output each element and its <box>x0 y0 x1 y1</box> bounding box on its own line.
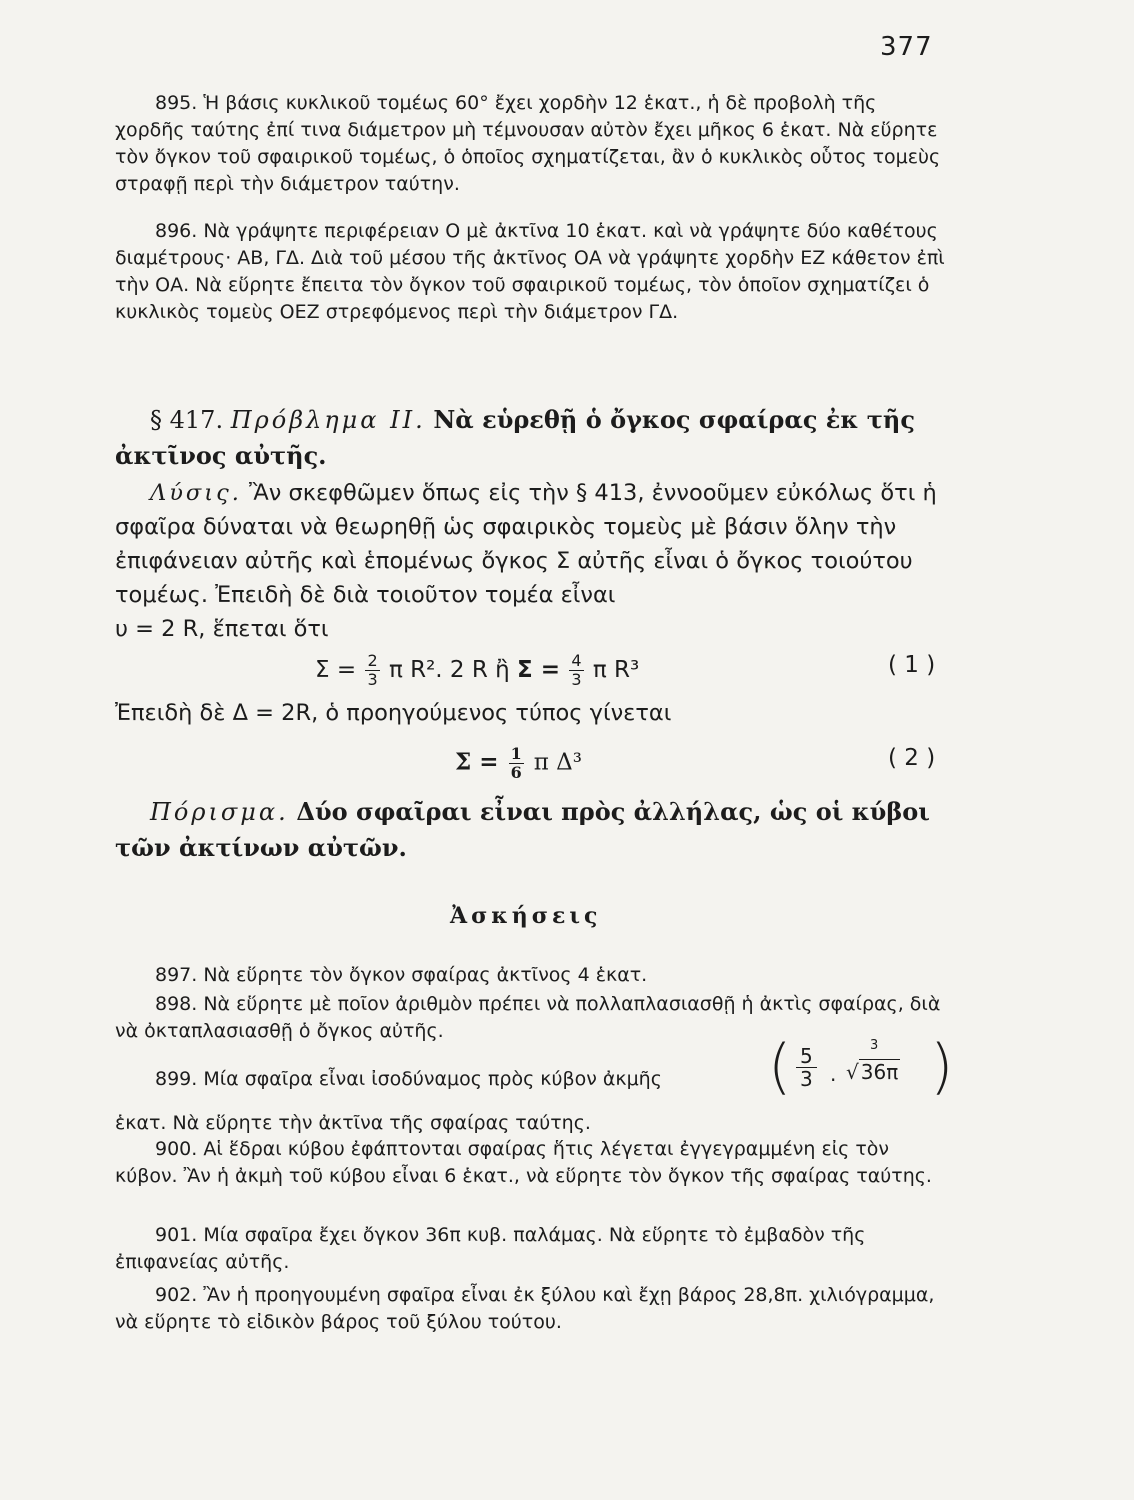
solution-middle-line: Ἐπειδὴ δὲ Δ = 2R, ὁ προηγούμενος τύπος γίνεται <box>115 700 672 726</box>
exercise-898: 898. Νὰ εὕρητε μὲ ποῖον ἀριθμὸν πρέπει νὰ πολλαπλασιασθῇ ἡ ἀκτὶς σφαίρας, διὰ νὰ ὀκταπλασιασθῇ ὁ ὄγκος αὐτῆς. <box>115 993 941 1042</box>
root-index: 3 <box>870 1038 879 1053</box>
left-parenthesis: ( <box>768 1032 792 1102</box>
exercise-900: 900. Αἱ ἕδραι κύβου ἐφάπτονται σφαίρας ἥτις λέγεται ἐγγεγραμμένη εἰς τὸν κύβον. Ἂν ἡ ἀκμὴ τοῦ κύβου εἶναι 6 ἑκατ., νὰ εὕρητε τὸν ὄγκον τῆς σφαίρας ταύτης. <box>115 1138 932 1187</box>
eq1-fraction-1: $\frac{2}{3}$ <box>367 651 378 689</box>
solution-text: Ἂν σκεφθῶμεν ὅπως εἰς τὴν § 413, ἐννοοῦμεν εὐκόλως ὅτι ἡ σφαῖρα δύναται νὰ θεωρηθῇ ὡς σφαιρικὸς τομεὺς μὲ βάσιν ὅλην τὴν ἐπιφάνειαν αὐτῆς καὶ ἑπομένως ὄγκος Σ αὐτῆς εἶναι ὁ ὄγκος τοιούτου τομέως. Ἐπειδὴ δὲ διὰ τοιοῦτον τομέα εἶναι <box>115 480 937 608</box>
exercise-899-tail: ἑκατ. Νὰ εὕρητε τὴν ἀκτῖνα τῆς σφαίρας ταύτης. <box>115 1112 591 1134</box>
exercise-901: 901. Μία σφαῖρα ἔχει ὄγκον 36π κυβ. παλάμας. Νὰ εὕρητε τὸ ἐμβαδὸν τῆς ἐπιφανείας αὐτῆς. <box>115 1224 866 1273</box>
eq1-fraction-2: $\frac{4}{3}$ <box>571 651 582 689</box>
problem-label: Πρόβλημα ΙΙ. <box>230 406 426 434</box>
corollary-label: Πόρισμα. <box>150 798 289 826</box>
eq2-fraction: $\frac{1}{6}$ <box>510 744 522 782</box>
exercise-899-line: 899. Μία σφαῖρα εἶναι ἰσοδύναμος πρὸς κύβον ἀκμῆς <box>155 1068 662 1090</box>
problem-title: Νὰ εὑρεθῇ ὁ ὄγκος σφαίρας ἐκ τῆς ἀκτῖνος αὐτῆς. <box>115 405 915 470</box>
multiply-dot: . <box>830 1062 837 1086</box>
exercise-896: 896. Νὰ γράψητε περιφέρειαν Ο μὲ ἀκτῖνα 10 ἑκατ. καὶ νὰ γράψητε δύο καθέτους διαμέτρους· ΑΒ, ΓΔ. Διὰ τοῦ μέσου τῆς ἀκτῖνος ΟΑ νὰ γράψητε χορδὴν ΕΖ κάθετον ἐπὶ τὴν ΟΑ. Νὰ εὕρητε ἔπειτα τὸν ὄγκον τοῦ σφαιρικοῦ τομέως, τὸν ὁποῖον σχηματίζει ὁ κυκλικὸς τομεὺς ΟΕΖ στρεφόμενος περὶ τὴν διάμετρον ΓΔ. <box>115 220 945 323</box>
exercise-899-fraction: $\frac{5}{3}$ <box>796 1045 817 1090</box>
eq1-rhs: π R³ <box>592 657 640 683</box>
exercise-897: 897. Νὰ εὕρητε τὸν ὄγκον σφαίρας ἀκτῖνος 4 ἑκατ. <box>155 964 648 986</box>
corollary <box>115 794 950 866</box>
eq1-middle: π R². 2 R ἢ <box>388 657 510 683</box>
exercise-895: 895. Ἡ βάσις κυκλικοῦ τομέως 60° ἔχει χορδὴν 12 ἑκατ., ἡ δὲ προβολὴ τῆς χορδῆς ταύτης ἐπί τινα διάμετρον μὴ τέμνουσαν αὐτὸν ἔχει μῆκος 6 ἑκατ. Νὰ εὕρητε τὸν ὄγκον τοῦ σφαιρικοῦ τομέως, ὁ ὁποῖος σχηματίζεται, ἂν ὁ κυκλικὸς οὗτος τομεὺς στραφῇ περὶ τὴν διάμετρον ταύτην. <box>115 92 941 195</box>
section-number: § 417. <box>150 406 224 434</box>
solution-paragraph <box>115 476 950 646</box>
eq1-lhs: Σ = <box>315 657 357 683</box>
equation-1-number: ( 1 ) <box>888 652 936 678</box>
eq2-lhs: Σ = <box>455 748 499 776</box>
eq1-lhs2: Σ = <box>517 657 561 683</box>
page-number: 377 <box>880 32 933 62</box>
problem-heading <box>115 402 950 474</box>
eq2-rhs: π Δ³ <box>533 749 582 776</box>
equation-2-number: ( 2 ) <box>888 745 936 771</box>
cube-root: √ 36π <box>846 1060 899 1084</box>
solution-label: Λύσις. <box>150 480 242 506</box>
exercise-902: 902. Ἂν ἡ προηγουμένη σφαῖρα εἶναι ἐκ ξύλου καὶ ἔχῃ βάρος 28,8π. χιλιόγραμμα, νὰ εὕρητε τὸ εἰδικὸν βάρος τοῦ ξύλου τούτου. <box>115 1284 935 1333</box>
solution-last-line: υ = 2 R, ἕπεται ὅτι <box>115 616 329 642</box>
equation-1 <box>315 652 639 689</box>
exercises-heading: Ἀσκήσεις <box>450 903 602 929</box>
equation-2 <box>455 745 582 782</box>
corollary-text: Δύο σφαῖραι εἶναι πρὸς ἀλλήλας, ὡς οἱ κύβοι τῶν ἀκτίνων αὐτῶν. <box>115 797 930 862</box>
right-parenthesis: ) <box>930 1032 954 1102</box>
